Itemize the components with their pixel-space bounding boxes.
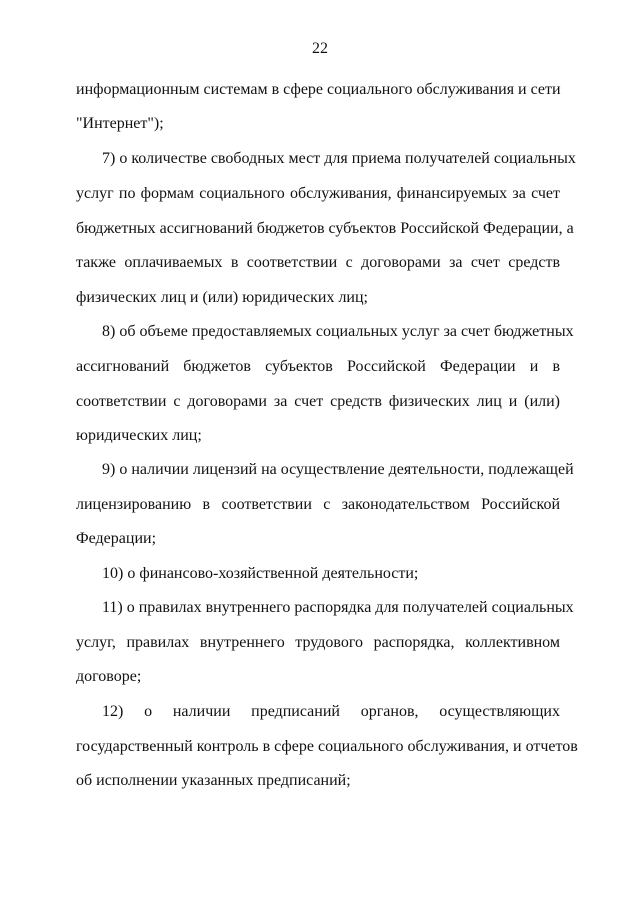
text-line: информационным системам в сфере социального обслуживания и сети	[76, 81, 561, 98]
text-line: Федерации;	[76, 530, 157, 547]
text-line: также оплачиваемых в соответствии с договорами за счет средств	[76, 254, 560, 271]
paragraph-8-start: 8) об объеме предоставляемых социальных услуг за счет бюджетных	[102, 323, 574, 340]
text-line: договоре;	[76, 668, 142, 685]
text-line: лицензированию в соответствии с законодательством Российской	[76, 496, 560, 513]
paragraph-12-start: 12) о наличии предписаний органов, осуществляющих	[102, 703, 560, 720]
paragraph-7-start: 7) о количестве свободных мест для приема получателей социальных	[102, 150, 576, 167]
paragraph-11-start: 11) о правилах внутреннего распорядка для получателей социальных	[102, 599, 574, 616]
text-line: услуг по формам социального обслуживания, финансируемых за счет	[76, 185, 560, 202]
text-line: услуг, правилах внутреннего трудового распорядка, коллективном	[76, 634, 560, 651]
text-line: физических лиц и (или) юридических лиц;	[76, 289, 368, 306]
text-line: ассигнований бюджетов субъектов Российской Федерации и в	[76, 358, 560, 375]
text-line: "Интернет");	[76, 115, 164, 132]
text-line: бюджетных ассигнований бюджетов субъектов Российской Федерации, а	[76, 220, 574, 237]
paragraph-9-start: 9) о наличии лицензий на осуществление деятельности, подлежащей	[102, 461, 574, 478]
text-line: юридических лиц;	[76, 427, 202, 444]
text-line: соответствии с договорами за счет средств физических лиц и (или)	[76, 393, 560, 410]
text-line: государственный контроль в сфере социального обслуживания, и отчетов	[76, 738, 578, 755]
page-number: 22	[312, 40, 328, 57]
paragraph-10: 10) о финансово-хозяйственной деятельности;	[102, 565, 419, 582]
text-line: об исполнении указанных предписаний;	[76, 772, 351, 789]
